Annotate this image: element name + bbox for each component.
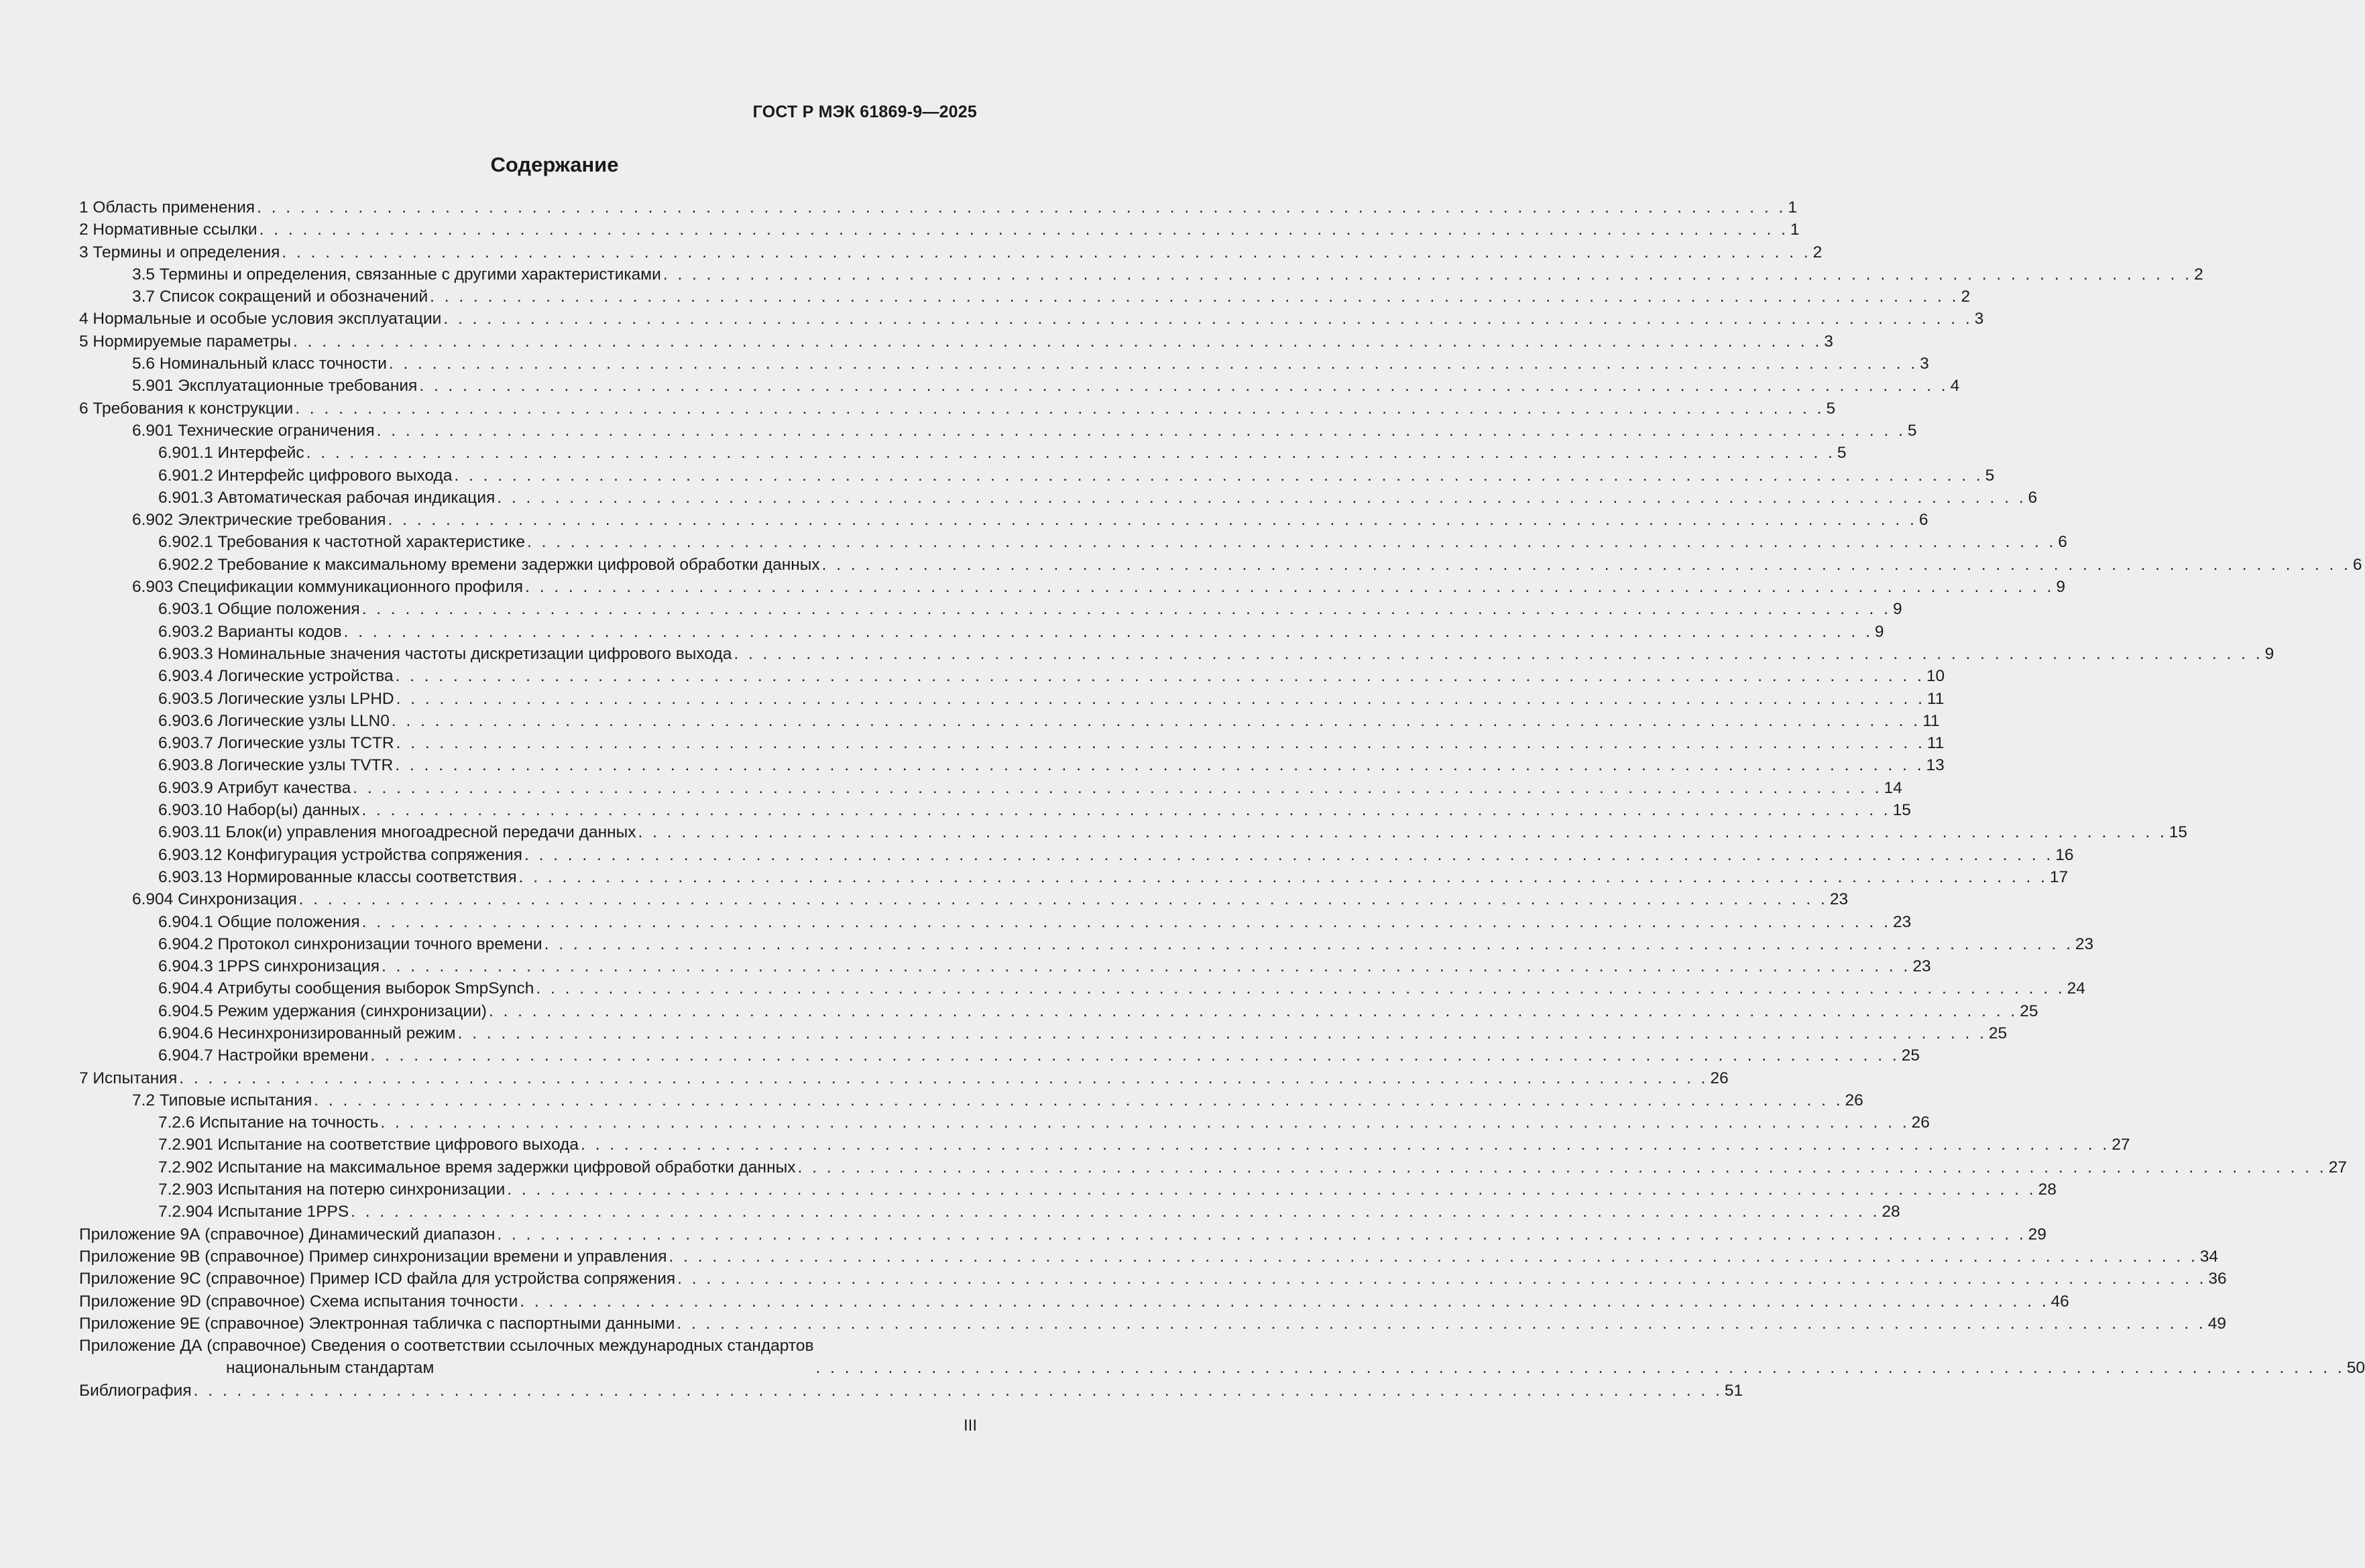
toc-leader-dots: . . . . . . . . . . . . . . . . . . . . . . . . . . . . . . . . . . . . . . . . . . . . . . . . . . . . . . . . . . . . . . . . . . . . . . . . . . . . . . . . . . . . . . . . . . . . . . . . . . . . . . . . . . xyxy=(677,1270,2207,1288)
toc-leader-dots: . . . . . . . . . . . . . . . . . . . . . . . . . . . . . . . . . . . . . . . . . . . . . . . . . . . . . . . . . . . . . . . . . . . . . . . . . . . . . . . . . . . . . . . . . . . . . . . . . . . . . . . . . . xyxy=(388,511,1917,530)
toc-entry[interactable] xyxy=(79,1089,1863,1111)
toc-entry-title: 6.903.11 Блок(и) управления многоадресной передачи данных xyxy=(158,823,636,842)
toc-entry[interactable] xyxy=(79,442,1847,464)
toc-entry-title: 6.902.2 Требование к максимальному времени задержки цифровой обработки данных xyxy=(158,555,820,574)
toc-entry-title: Приложение 9D (справочное) Схема испытания точности xyxy=(79,1292,518,1311)
toc-leader-dots: . . . . . . . . . . . . . . . . . . . . . . . . . . . . . . . . . . . . . . . . . . . . . . . . . . . . . . . . . . . . . . . . . . . . . . . . . . . . . . . . . . . . . . . . . . . . . . . . . . . . . . . . . . xyxy=(353,778,1882,797)
toc-leader-dots: . . . . . . . . . . . . . . . . . . . . . . . . . . . . . . . . . . . . . . . . . . . . . . . . . . . . . . . . . . . . . . . . . . . . . . . . . . . . . . . . . . . . . . . . . . . . . . . . . . . . . . . . . . xyxy=(677,1314,2206,1333)
toc-entry[interactable] xyxy=(79,1223,2046,1246)
toc-entry-title: 6.902 Электрические требования xyxy=(132,511,386,530)
toc-entry[interactable] xyxy=(79,1290,2069,1313)
toc-entry[interactable] xyxy=(79,933,2094,955)
toc-leader-dots: . . . . . . . . . . . . . . . . . . . . . . . . . . . . . . . . . . . . . . . . . . . . . . . . . . . . . . . . . . . . . . . . . . . . . . . . . . . . . . . . . . . . . . . . . . . . . . . . . . . . . . . . . . xyxy=(361,912,1891,931)
toc-entry-title: 7.2.902 Испытание на максимальное время задержки цифровой обработки данных xyxy=(158,1158,796,1177)
toc-entry[interactable] xyxy=(79,888,1849,910)
toc-entry-title: Приложение 9А (справочное) Динамический диапазон xyxy=(79,1225,496,1244)
toc-entry[interactable] xyxy=(79,465,1995,487)
toc-entry[interactable] xyxy=(79,531,2067,553)
toc-entry[interactable] xyxy=(79,263,2203,286)
toc-entry-title: 3 Термины и определения xyxy=(79,243,280,261)
toc-leader-dots: . . . . . . . . . . . . . . . . . . . . . . . . . . . . . . . . . . . . . . . . . . . . . . . . . . . . . . . . . . . . . . . . . . . . . . . . . . . . . . . . . . . . . . . . . . . . . . . . . . . . . . . . . . xyxy=(259,221,1788,239)
toc-entry-page: 6 xyxy=(1918,511,1928,530)
toc-entry-title: 6.903.9 Атрибут качества xyxy=(158,778,351,797)
toc-entry-title: 6.903.3 Номинальные значения частоты дискретизации цифрового выхода xyxy=(158,644,732,663)
toc-entry[interactable] xyxy=(79,196,1797,219)
toc-entry-title xyxy=(79,1335,813,1380)
toc-leader-dots: . . . . . . . . . . . . . . . . . . . . . . . . . . . . . . . . . . . . . . . . . . . . . . . . . . . . . . . . . . . . . . . . . . . . . . . . . . . . . . . . . . . . . . . . . . . . . . . . . . . . . . . . . . xyxy=(376,421,1906,440)
toc-entry-title: 6.904.4 Атрибуты сообщения выборок SmpSynch xyxy=(158,979,534,998)
toc-leader-dots: . . . . . . . . . . . . . . . . . . . . . . . . . . . . . . . . . . . . . . . . . . . . . . . . . . . . . . . . . . . . . . . . . . . . . . . . . . . . . . . . . . . . . . . . . . . . . . . . . . . . . . . . . . xyxy=(293,332,1823,351)
toc-entry[interactable] xyxy=(79,688,1945,710)
toc-entry-page: 27 xyxy=(2112,1136,2130,1154)
toc-entry-title: 6.903.1 Общие положения xyxy=(158,600,360,619)
toc-entry[interactable] xyxy=(79,710,1940,732)
toc-leader-dots: . . . . . . . . . . . . . . . . . . . . . . . . . . . . . . . . . . . . . . . . . . . . . . . . . . . . . . . . . . . . . . . . . . . . . . . . . . . . . . . . . . . . . . . . . . . . . . . . . . . . . . . . . . xyxy=(443,310,1973,328)
toc-entry-title: 6.903 Спецификации коммуникационного профиля xyxy=(132,578,524,597)
toc-entry-title: 7.2.904 Испытание 1PPS xyxy=(158,1203,349,1221)
toc-leader-dots: . . . . . . . . . . . . . . . . . . . . . . . . . . . . . . . . . . . . . . . . . . . . . . . . . . . . . . . . . . . . . . . . . . . . . . . . . . . . . . . . . . . . . . . . . . . . . . . . . . . . . . . . . . xyxy=(797,1158,2327,1177)
toc-entry-page: 36 xyxy=(2208,1270,2227,1288)
toc-entry[interactable] xyxy=(79,241,1823,263)
toc-leader-dots: . . . . . . . . . . . . . . . . . . . . . . . . . . . . . . . . . . . . . . . . . . . . . . . . . . . . . . . . . . . . . . . . . . . . . . . . . . . . . . . . . . . . . . . . . . . . . . . . . . . . . . . . . . xyxy=(382,957,1911,976)
toc-entry[interactable] xyxy=(79,286,1971,308)
toc-entry-page: 1 xyxy=(1790,221,1800,239)
toc-leader-dots: . . . . . . . . . . . . . . . . . . . . . . . . . . . . . . . . . . . . . . . . . . . . . . . . . . . . . . . . . . . . . . . . . . . . . . . . . . . . . . . . . . . . . . . . . . . . . . . . . . . . . . . . . . xyxy=(388,355,1918,373)
toc-entry[interactable] xyxy=(79,777,1902,799)
toc-entry-page: 23 xyxy=(2075,934,2094,953)
toc-entry-page: 3 xyxy=(1974,310,1984,328)
toc-entry[interactable] xyxy=(79,1067,1729,1089)
toc-leader-dots: . . . . . . . . . . . . . . . . . . . . . . . . . . . . . . . . . . . . . . . . . . . . . . . . . . . . . . . . . . . . . . . . . . . . . . . . . . . . . . . . . . . . . . . . . . . . . . . . . . . . . . . . . . xyxy=(662,265,2193,284)
toc-entry-page: 10 xyxy=(1926,667,1945,686)
toc-entry-title: 1 Область применения xyxy=(79,198,255,217)
toc-entry-title: 6.903.7 Логические узлы TCTR xyxy=(158,734,394,753)
toc-entry-title: 6.903.2 Варианты кодов xyxy=(158,622,342,641)
toc-entry-page: 25 xyxy=(1901,1046,1920,1065)
toc-entry-title: 6.903.10 Набор(ы) данных xyxy=(158,801,360,820)
toc-entry-page: 26 xyxy=(1845,1091,1863,1109)
toc-entry-page: 15 xyxy=(1892,801,1911,820)
toc-entry-page: 5 xyxy=(1826,399,1836,418)
toc-leader-dots: . . . . . . . . . . . . . . . . . . . . . . . . . . . . . . . . . . . . . . . . . . . . . . . . . . . . . . . . . . . . . . . . . . . . . . . . . . . . . . . . . . . . . . . . . . . . . . . . . . . . . . . . . . xyxy=(527,533,2057,552)
toc-entry[interactable] xyxy=(79,509,1928,531)
toc-leader-dots: . . . . . . . . . . . . . . . . . . . . . . . . . . . . . . . . . . . . . . . . . . . . . . . . . . . . . . . . . . . . . . . . . . . . . . . . . . . . . . . . . . . . . . . . . . . . . . . . . . . . . . . . . . xyxy=(454,466,1983,485)
toc-entry[interactable] xyxy=(79,219,1800,241)
toc-entry-page: 26 xyxy=(1911,1113,1930,1132)
toc-entry-page: 9 xyxy=(2264,644,2274,663)
toc-entry-title: 2 Нормативные ссылки xyxy=(79,221,257,239)
toc-leader-dots: . . . . . . . . . . . . . . . . . . . . . . . . . . . . . . . . . . . . . . . . . . . . . . . . . . . . . . . . . . . . . . . . . . . . . . . . . . . . . . . . . . . . . . . . . . . . . . . . . . . . . . . . . . xyxy=(520,1292,2049,1311)
toc-entry-page: 2 xyxy=(2194,265,2203,284)
toc-leader-dots: . . . . . . . . . . . . . . . . . . . . . . . . . . . . . . . . . . . . . . . . . . . . . . . . . . . . . . . . . . . . . . . . . . . . . . . . . . . . . . . . . . . . . . . . . . . . . . . . . . . . . . . . . . xyxy=(361,600,1891,619)
toc-entry[interactable] xyxy=(79,598,1902,620)
toc-leader-dots: . . . . . . . . . . . . . . . . . . . . . . . . . . . . . . . . . . . . . . . . . . . . . . . . . . . . . . . . . . . . . . . . . . . . . . . . . . . . . . . . . . . . . . . . . . . . . . . . . . . . . . . . . . xyxy=(193,1381,1723,1400)
toc-entry-title: 6.903.6 Логические узлы LLN0 xyxy=(158,711,390,730)
toc-entry[interactable] xyxy=(79,866,2069,888)
toc-entry[interactable] xyxy=(79,1335,2365,1380)
toc-entry-page: 51 xyxy=(1724,1381,1743,1400)
toc-entry[interactable] xyxy=(79,1179,2057,1201)
toc-entry[interactable] xyxy=(79,754,1945,776)
toc-leader-dots: . . . . . . . . . . . . . . . . . . . . . . . . . . . . . . . . . . . . . . . . . . . . . . . . . . . . . . . . . . . . . . . . . . . . . . . . . . . . . . . . . . . . . . . . . . . . . . . . . . . . . . . . . . xyxy=(257,198,1786,217)
toc-entry[interactable] xyxy=(79,353,1929,375)
toc-entry[interactable] xyxy=(79,955,1931,977)
toc-entry-page: 1 xyxy=(1788,198,1797,217)
toc-entry-page: 46 xyxy=(2051,1292,2069,1311)
toc-leader-dots: . . . . . . . . . . . . . . . . . . . . . . . . . . . . . . . . . . . . . . . . . . . . . . . . . . . . . . . . . . . . . . . . . . . . . . . . . . . . . . . . . . . . . . . . . . . . . . . . . . . . . . . . . . xyxy=(343,622,1873,641)
toc-entry[interactable] xyxy=(79,1246,2219,1268)
toc-entry-page: 25 xyxy=(1988,1024,2008,1042)
toc-entry-title: 7.2.901 Испытание на соответствие цифрового выхода xyxy=(158,1136,579,1154)
toc-leader-dots: . . . . . . . . . . . . . . . . . . . . . . . . . . . . . . . . . . . . . . . . . . . . . . . . . . . . . . . . . . . . . . . . . . . . . . . . . . . . . . . . . . . . . . . . . . . . . . . . . . . . . . . . . . xyxy=(282,243,1811,261)
toc-entry[interactable] xyxy=(79,398,1836,420)
toc-entry-title: 6 Требования к конструкции xyxy=(79,399,294,418)
toc-entry-page: 3 xyxy=(1920,355,1929,373)
toc-leader-dots: . . . . . . . . . . . . . . . . . . . . . . . . . . . . . . . . . . . . . . . . . . . . . . . . . . . . . . . . . . . . . . . . . . . . . . . . . . . . . . . . . . . . . . . . . . . . . . . . . . . . . . . . . . xyxy=(544,934,2073,953)
toc-entry-page: 5 xyxy=(1985,466,1995,485)
toc-entry-title: 7.2 Типовые испытания xyxy=(132,1091,312,1109)
toc-entry[interactable] xyxy=(79,1044,1920,1067)
toc-leader-dots: . . . . . . . . . . . . . . . . . . . . . . . . . . . . . . . . . . . . . . . . . . . . . . . . . . . . . . . . . . . . . . . . . . . . . . . . . . . . . . . . . . . . . . . . . . . . . . . . . . . . . . . . . . xyxy=(395,756,1924,775)
toc-entry[interactable] xyxy=(79,665,1945,687)
toc-entry-title: 6.904 Синхронизация xyxy=(132,890,297,909)
toc-entry-page: 11 xyxy=(1926,689,1945,708)
toc-entry-title: 6.901 Технические ограничения xyxy=(132,421,375,440)
toc-entry-title: 6.904.3 1PPS синхронизация xyxy=(158,957,380,976)
toc-entry-page: 28 xyxy=(2038,1181,2057,1199)
toc-entry[interactable] xyxy=(79,375,1960,397)
toc-entry[interactable] xyxy=(79,1156,2347,1179)
toc-entry[interactable] xyxy=(79,799,1911,821)
toc-leader-dots: . . . . . . . . . . . . . . . . . . . . . . . . . . . . . . . . . . . . . . . . . . . . . . . . . . . . . . . . . . . . . . . . . . . . . . . . . . . . . . . . . . . . . . . . . . . . . . . . . . . . . . . . . . xyxy=(488,1002,2018,1020)
toc-entry-page: 2 xyxy=(1812,243,1823,261)
toc-entry-title: 6.904.6 Несинхронизированный режим xyxy=(158,1024,456,1042)
toc-entry-title: Библиография xyxy=(79,1381,192,1400)
page-title: Содержание xyxy=(490,153,619,176)
toc-leader-dots: . . . . . . . . . . . . . . . . . . . . . . . . . . . . . . . . . . . . . . . . . . . . . . . . . . . . . . . . . . . . . . . . . . . . . . . . . . . . . . . . . . . . . . . . . . . . . . . . . . . . . . . . . . xyxy=(380,1113,1910,1132)
toc-entry-page: 28 xyxy=(1882,1203,1900,1221)
table-of-contents xyxy=(79,196,2365,1402)
toc-leader-dots: . . . . . . . . . . . . . . . . . . . . . . . . . . . . . . . . . . . . . . . . . . . . . . . . . . . . . . . . . . . . . . . . . . . . . . . . . . . . . . . . . . . . . . . . . . . . . . . . . . . . . . . . . . xyxy=(580,1136,2110,1154)
toc-entry-page: 3 xyxy=(1824,332,1833,351)
toc-entry-title-line1: Приложение ДА (справочное) Сведения о соответствии ссылочных международных стандартов xyxy=(79,1337,814,1355)
toc-entry-title: 6.901.1 Интерфейс xyxy=(158,444,304,463)
toc-entry[interactable] xyxy=(79,420,1917,442)
toc-leader-dots: . . . . . . . . . . . . . . . . . . . . . . . . . . . . . . . . . . . . . . . . . . . . . . . . . . . . . . . . . . . . . . . . . . . . . . . . . . . . . . . . . . . . . . . . . . . . . . . . . . . . . . . . . . xyxy=(638,823,2167,842)
toc-entry-page: 6 xyxy=(2352,555,2362,574)
toc-leader-dots: . . . . . . . . . . . . . . . . . . . . . . . . . . . . . . . . . . . . . . . . . . . . . . . . . . . . . . . . . . . . . . . . . . . . . . . . . . . . . . . . . . . . . . . . . . . . . . . . . . . . . . . . . . xyxy=(734,644,2263,663)
toc-entry-title: 6.904.2 Протокол синхронизации точного времени xyxy=(158,934,542,953)
toc-entry[interactable] xyxy=(79,554,2362,576)
toc-leader-dots: . . . . . . . . . . . . . . . . . . . . . . . . . . . . . . . . . . . . . . . . . . . . . . . . . . . . . . . . . . . . . . . . . . . . . . . . . . . . . . . . . . . . . . . . . . . . . . . . . . . . . . . . . . xyxy=(179,1069,1709,1087)
toc-leader-dots: . . . . . . . . . . . . . . . . . . . . . . . . . . . . . . . . . . . . . . . . . . . . . . . . . . . . . . . . . . . . . . . . . . . . . . . . . . . . . . . . . . . . . . . . . . . . . . . . . . . . . . . . . . xyxy=(821,555,2351,574)
toc-entry-title: 6.901.3 Автоматическая рабочая индикация xyxy=(158,488,496,507)
toc-leader-dots: . . . . . . . . . . . . . . . . . . . . . . . . . . . . . . . . . . . . . . . . . . . . . . . . . . . . . . . . . . . . . . . . . . . . . . . . . . . . . . . . . . . . . . . . . . . . . . . . . . . . . . . . . . xyxy=(815,1359,2345,1378)
toc-entry-page: 5 xyxy=(1907,421,1917,440)
toc-leader-dots: . . . . . . . . . . . . . . . . . . . . . . . . . . . . . . . . . . . . . . . . . . . . . . . . . . . . . . . . . . . . . . . . . . . . . . . . . . . . . . . . . . . . . . . . . . . . . . . . . . . . . . . . . . xyxy=(457,1024,1987,1042)
toc-entry-page: 2 xyxy=(1961,288,1971,306)
toc-leader-dots: . . . . . . . . . . . . . . . . . . . . . . . . . . . . . . . . . . . . . . . . . . . . . . . . . . . . . . . . . . . . . . . . . . . . . . . . . . . . . . . . . . . . . . . . . . . . . . . . . . . . . . . . . . xyxy=(497,1225,2026,1244)
toc-entry-page: 13 xyxy=(1926,756,1945,775)
toc-entry-page: 29 xyxy=(2028,1225,2046,1244)
toc-entry[interactable] xyxy=(79,487,2038,509)
toc-leader-dots: . . . . . . . . . . . . . . . . . . . . . . . . . . . . . . . . . . . . . . . . . . . . . . . . . . . . . . . . . . . . . . . . . . . . . . . . . . . . . . . . . . . . . . . . . . . . . . . . . . . . . . . . . . xyxy=(298,890,1828,909)
toc-entry-title: 6.904.7 Настройки времени xyxy=(158,1046,369,1065)
toc-entry[interactable] xyxy=(79,1268,2227,1290)
toc-leader-dots: . . . . . . . . . . . . . . . . . . . . . . . . . . . . . . . . . . . . . . . . . . . . . . . . . . . . . . . . . . . . . . . . . . . . . . . . . . . . . . . . . . . . . . . . . . . . . . . . . . . . . . . . . . xyxy=(314,1091,1843,1109)
toc-entry-title: 5.901 Эксплуатационные требования xyxy=(132,377,418,396)
toc-entry-title: 6.903.12 Конфигурация устройства сопряжения xyxy=(158,845,522,864)
toc-entry[interactable] xyxy=(79,844,2074,866)
toc-leader-dots: . . . . . . . . . . . . . . . . . . . . . . . . . . . . . . . . . . . . . . . . . . . . . . . . . . . . . . . . . . . . . . . . . . . . . . . . . . . . . . . . . . . . . . . . . . . . . . . . . . . . . . . . . . xyxy=(295,399,1825,418)
toc-entry[interactable] xyxy=(79,911,1912,933)
toc-leader-dots: . . . . . . . . . . . . . . . . . . . . . . . . . . . . . . . . . . . . . . . . . . . . . . . . . . . . . . . . . . . . . . . . . . . . . . . . . . . . . . . . . . . . . . . . . . . . . . . . . . . . . . . . . . xyxy=(524,845,2054,864)
toc-entry[interactable] xyxy=(79,732,1945,754)
toc-entry[interactable] xyxy=(79,576,2065,598)
toc-entry-title: 6.901.2 Интерфейс цифрового выхода xyxy=(158,466,453,485)
toc-leader-dots: . . . . . . . . . . . . . . . . . . . . . . . . . . . . . . . . . . . . . . . . . . . . . . . . . . . . . . . . . . . . . . . . . . . . . . . . . . . . . . . . . . . . . . . . . . . . . . . . . . . . . . . . . . xyxy=(361,801,1891,820)
toc-leader-dots: . . . . . . . . . . . . . . . . . . . . . . . . . . . . . . . . . . . . . . . . . . . . . . . . . . . . . . . . . . . . . . . . . . . . . . . . . . . . . . . . . . . . . . . . . . . . . . . . . . . . . . . . . . xyxy=(419,377,1949,396)
toc-entry-page: 9 xyxy=(1874,622,1884,641)
toc-entry-page: 5 xyxy=(1837,444,1847,463)
toc-entry[interactable] xyxy=(79,1134,2130,1156)
toc-entry-page: 16 xyxy=(2055,845,2074,864)
toc-leader-dots: . . . . . . . . . . . . . . . . . . . . . . . . . . . . . . . . . . . . . . . . . . . . . . . . . . . . . . . . . . . . . . . . . . . . . . . . . . . . . . . . . . . . . . . . . . . . . . . . . . . . . . . . . . xyxy=(395,667,1924,686)
toc-entry-title: 3.5 Термины и определения, связанные с другими характеристиками xyxy=(132,265,661,284)
toc-leader-dots: . . . . . . . . . . . . . . . . . . . . . . . . . . . . . . . . . . . . . . . . . . . . . . . . . . . . . . . . . . . . . . . . . . . . . . . . . . . . . . . . . . . . . . . . . . . . . . . . . . . . . . . . . . xyxy=(518,867,2048,886)
toc-entry[interactable] xyxy=(79,1313,2226,1335)
toc-entry[interactable] xyxy=(79,308,1984,330)
toc-entry-page: 25 xyxy=(2020,1002,2038,1020)
toc-entry-page: 9 xyxy=(2056,578,2065,597)
toc-leader-dots: . . . . . . . . . . . . . . . . . . . . . . . . . . . . . . . . . . . . . . . . . . . . . . . . . . . . . . . . . . . . . . . . . . . . . . . . . . . . . . . . . . . . . . . . . . . . . . . . . . . . . . . . . . xyxy=(525,578,2055,597)
toc-leader-dots: . . . . . . . . . . . . . . . . . . . . . . . . . . . . . . . . . . . . . . . . . . . . . . . . . . . . . . . . . . . . . . . . . . . . . . . . . . . . . . . . . . . . . . . . . . . . . . . . . . . . . . . . . . xyxy=(497,488,2026,507)
toc-leader-dots: . . . . . . . . . . . . . . . . . . . . . . . . . . . . . . . . . . . . . . . . . . . . . . . . . . . . . . . . . . . . . . . . . . . . . . . . . . . . . . . . . . . . . . . . . . . . . . . . . . . . . . . . . . xyxy=(536,979,2065,998)
toc-entry-title: 6.903.8 Логические узлы TVTR xyxy=(158,756,394,775)
toc-entry-page: 34 xyxy=(2199,1247,2219,1266)
toc-entry-title: 7.2.903 Испытания на потерю синхронизации xyxy=(158,1181,506,1199)
toc-entry-page: 4 xyxy=(1950,377,1960,396)
toc-entry-title: 6.903.4 Логические устройства xyxy=(158,667,394,686)
toc-leader-dots: . . . . . . . . . . . . . . . . . . . . . . . . . . . . . . . . . . . . . . . . . . . . . . . . . . . . . . . . . . . . . . . . . . . . . . . . . . . . . . . . . . . . . . . . . . . . . . . . . . . . . . . . . . xyxy=(396,734,1925,753)
toc-entry[interactable] xyxy=(79,621,1884,643)
toc-entry-page: 11 xyxy=(1922,711,1940,730)
toc-leader-dots: . . . . . . . . . . . . . . . . . . . . . . . . . . . . . . . . . . . . . . . . . . . . . . . . . . . . . . . . . . . . . . . . . . . . . . . . . . . . . . . . . . . . . . . . . . . . . . . . . . . . . . . . . . xyxy=(669,1247,2198,1266)
toc-entry[interactable] xyxy=(79,643,2274,665)
toc-leader-dots: . . . . . . . . . . . . . . . . . . . . . . . . . . . . . . . . . . . . . . . . . . . . . . . . . . . . . . . . . . . . . . . . . . . . . . . . . . . . . . . . . . . . . . . . . . . . . . . . . . . . . . . . . . xyxy=(391,711,1921,730)
toc-entry-page: 17 xyxy=(2049,867,2069,886)
toc-entry-title: 6.903.5 Логические узлы LPHD xyxy=(158,689,394,708)
toc-leader-dots: . . . . . . . . . . . . . . . . . . . . . . . . . . . . . . . . . . . . . . . . . . . . . . . . . . . . . . . . . . . . . . . . . . . . . . . . . . . . . . . . . . . . . . . . . . . . . . . . . . . . . . . . . . xyxy=(430,288,1959,306)
toc-entry[interactable] xyxy=(79,1000,2038,1022)
toc-entry-title: 7 Испытания xyxy=(79,1069,178,1087)
toc-entry-title: 6.902.1 Требования к частотной характеристике xyxy=(158,533,526,552)
toc-entry-page: 23 xyxy=(1892,912,1912,931)
toc-entry[interactable] xyxy=(79,1111,1930,1134)
toc-entry-title: 4 Нормальные и особые условия эксплуатации xyxy=(79,310,442,328)
toc-entry[interactable] xyxy=(79,1380,1743,1402)
toc-entry-page: 23 xyxy=(1829,890,1849,909)
toc-entry[interactable] xyxy=(79,1201,1900,1223)
toc-entry-page: 14 xyxy=(1884,778,1902,797)
toc-leader-dots: . . . . . . . . . . . . . . . . . . . . . . . . . . . . . . . . . . . . . . . . . . . . . . . . . . . . . . . . . . . . . . . . . . . . . . . . . . . . . . . . . . . . . . . . . . . . . . . . . . . . . . . . . . xyxy=(351,1203,1880,1221)
toc-entry[interactable] xyxy=(79,1022,2008,1044)
toc-entry-title: Приложение 9С (справочное) Пример ICD файла для устройства сопряжения xyxy=(79,1270,676,1288)
toc-entry[interactable] xyxy=(79,330,1833,353)
toc-entry-page: 49 xyxy=(2207,1314,2226,1333)
toc-entry-title: 5.6 Номинальный класс точности xyxy=(132,355,387,373)
toc-entry-title: 6.903.13 Нормированные классы соответствия xyxy=(158,867,517,886)
toc-leader-dots: . . . . . . . . . . . . . . . . . . . . . . . . . . . . . . . . . . . . . . . . . . . . . . . . . . . . . . . . . . . . . . . . . . . . . . . . . . . . . . . . . . . . . . . . . . . . . . . . . . . . . . . . . . xyxy=(370,1046,1900,1065)
toc-entry-title: 6.904.1 Общие положения xyxy=(158,912,360,931)
toc-entry-title: 6.904.5 Режим удержания (синхронизации) xyxy=(158,1002,487,1020)
document-code: ГОСТ Р МЭК 61869-9—2025 xyxy=(752,103,977,121)
toc-entry-page: 27 xyxy=(2328,1158,2347,1177)
toc-entry-page: 50 xyxy=(2346,1359,2365,1378)
toc-entry-title: 5 Нормируемые параметры xyxy=(79,332,291,351)
toc-leader-dots: . . . . . . . . . . . . . . . . . . . . . . . . . . . . . . . . . . . . . . . . . . . . . . . . . . . . . . . . . . . . . . . . . . . . . . . . . . . . . . . . . . . . . . . . . . . . . . . . . . . . . . . . . . xyxy=(507,1181,2036,1199)
toc-entry-page: 24 xyxy=(2067,979,2085,998)
toc-entry-page: 11 xyxy=(1926,734,1945,753)
toc-entry-page: 23 xyxy=(1912,957,1931,976)
toc-entry-title: Приложение 9Е (справочное) Электронная табличка с паспортными данными xyxy=(79,1314,675,1333)
toc-entry[interactable] xyxy=(79,821,2188,843)
toc-entry-title-line2: национальным стандартам xyxy=(226,1359,435,1378)
toc-entry-title: 7.2.6 Испытание на точность xyxy=(158,1113,379,1132)
page-number: III xyxy=(963,1416,977,1435)
toc-entry-title: Приложение 9В (справочное) Пример синхронизации времени и управления xyxy=(79,1247,667,1266)
toc-entry-title: 3.7 Список сокращений и обозначений xyxy=(132,288,428,306)
toc-entry-page: 15 xyxy=(2169,823,2188,842)
toc-entry-page: 9 xyxy=(1892,600,1902,619)
toc-entry-page: 26 xyxy=(1710,1069,1729,1087)
toc-entry-page: 6 xyxy=(2058,533,2067,552)
toc-leader-dots: . . . . . . . . . . . . . . . . . . . . . . . . . . . . . . . . . . . . . . . . . . . . . . . . . . . . . . . . . . . . . . . . . . . . . . . . . . . . . . . . . . . . . . . . . . . . . . . . . . . . . . . . . . xyxy=(396,689,1925,708)
toc-entry-page: 6 xyxy=(2028,488,2038,507)
toc-leader-dots: . . . . . . . . . . . . . . . . . . . . . . . . . . . . . . . . . . . . . . . . . . . . . . . . . . . . . . . . . . . . . . . . . . . . . . . . . . . . . . . . . . . . . . . . . . . . . . . . . . . . . . . . . . xyxy=(306,444,1835,463)
toc-entry[interactable] xyxy=(79,977,2085,1000)
